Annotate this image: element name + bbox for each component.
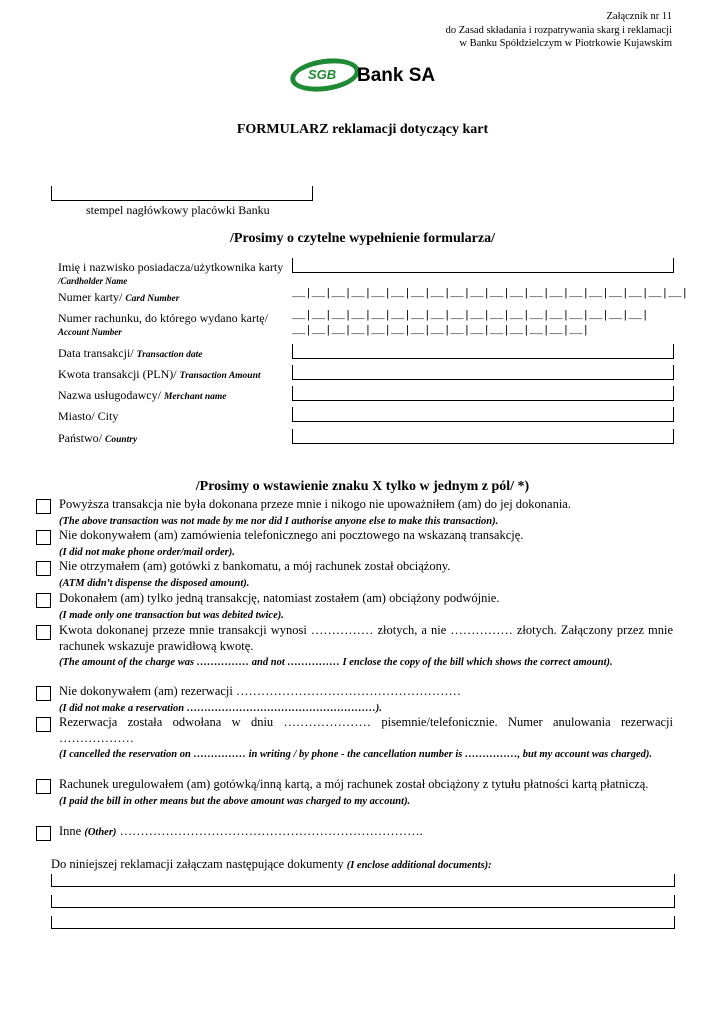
option-9: Inne (Other) ……………………………………………………………….	[36, 824, 673, 841]
option-5-checkbox[interactable]	[36, 625, 51, 640]
option-8-checkbox[interactable]	[36, 779, 51, 794]
option-2: Nie dokonywałem (am) zamówienia telefonicznego ani pocztowego na wskazaną transakcję. (I did not make phone order/mail order).	[36, 528, 673, 560]
option-6: Nie dokonywałem (am) rezerwacji ……………………………………………… (I did not make a reservation ………………………………………………).	[36, 684, 673, 716]
date-label: Data transakcji/ Transaction date	[58, 346, 203, 360]
option-7-checkbox[interactable]	[36, 717, 51, 732]
form-title: FORMULARZ reklamacji dotyczący kart	[236, 122, 489, 137]
option-4-checkbox[interactable]	[36, 593, 51, 608]
account-label: Numer rachunku, do którego wydano kartę/ Account Number	[58, 311, 268, 337]
option-4: Dokonałem (am) tylko jedną transakcję, natomiast zostałem (am) obciążony podwójnie. (I made only one transaction but was debited twice).	[36, 591, 673, 623]
merchant-input[interactable]	[292, 386, 674, 401]
date-input[interactable]	[292, 344, 674, 359]
amount-input[interactable]	[292, 365, 674, 380]
card-label: Numer karty/ Card Number	[58, 290, 180, 304]
logo-bank-text: Bank SA	[357, 65, 436, 86]
country-input[interactable]	[292, 429, 674, 444]
option-5: Kwota dokonanej przeze mnie transakcji wynosi …………… złotych, a nie …………… złotych. Załączony przez mnie rachunek wskazuje prawidłową kwotę. (The amount of the charge was …………… and not …………… I enclose the copy of the bill which shows the correct amount).	[36, 623, 673, 671]
legible-request: /Prosimy o czytelne wypełnienie formularza/	[230, 231, 495, 246]
card-number-input[interactable]: __|__|__|__|__|__|__|__|__|__|__|__|__|__|__|__|__|__|__|__|	[292, 288, 689, 300]
sgb-logo	[290, 57, 440, 95]
enclosure-input-3[interactable]	[51, 916, 675, 929]
holder-label: Imię i nazwisko posiadacza/użytkownika karty /Cardholder Name	[58, 260, 284, 286]
option-1-checkbox[interactable]	[36, 499, 51, 514]
city-input[interactable]	[292, 407, 674, 422]
account-number-input-row1[interactable]: __|__|__|__|__|__|__|__|__|__|__|__|__|__|__|__|__|__|	[292, 310, 649, 322]
enclosure-input-2[interactable]	[51, 895, 675, 908]
stamp-label: stempel nagłówkowy placówki Banku	[86, 203, 270, 217]
city-label: Miasto/ City	[58, 409, 119, 423]
enclosure-input-1[interactable]	[51, 874, 675, 887]
enclosure-label: Do niniejszej reklamacji załączam następujące dokumenty (I enclose additional documents):	[51, 857, 492, 871]
option-7: Rezerwacja została odwołana w dniu ………………… pisemnie/telefonicznie. Numer anulowania rezerwacji ……………… (I cancelled the reservation on …………… in writing / by phone - the cancellation number is ……………, but my account was charged).	[36, 715, 673, 763]
logo-sgb-text: SGB	[308, 67, 337, 82]
annex-number: Załącznik nr 11	[606, 11, 672, 22]
country-label: Państwo/ Country	[58, 431, 138, 445]
holder-input[interactable]	[292, 258, 674, 273]
option-9-checkbox[interactable]	[36, 826, 51, 841]
annex-line3: w Banku Spółdzielczym w Piotrkowie Kujawskim	[459, 38, 672, 49]
option-6-checkbox[interactable]	[36, 686, 51, 701]
option-1: Powyższa transakcja nie była dokonana przeze mnie i nikogo nie upoważniłem (am) do jej dokonania. (The above transaction was not made by me nor did I authorise anyone else to make this transaction).	[36, 497, 673, 529]
merchant-label: Nazwa usługodawcy/ Merchant name	[58, 388, 227, 402]
option-8: Rachunek uregulowałem (am) gotówką/inną kartą, a mój rachunek został obciążony z tytułu płatności kartą płatniczą. (I paid the bill in other means but the above amount was charged to my account).	[36, 777, 673, 809]
annex-header	[446, 10, 672, 51]
option-3-checkbox[interactable]	[36, 561, 51, 576]
stamp-field[interactable]	[51, 186, 313, 201]
mark-request: /Prosimy o wstawienie znaku X tylko w jednym z pól/ *)	[195, 479, 530, 494]
account-number-input-row2[interactable]: __|__|__|__|__|__|__|__|__|__|__|__|__|__|__|	[292, 325, 590, 337]
option-3: Nie otrzymałem (am) gotówki z bankomatu, a mój rachunek został obciążony. (ATM didn’t dispense the disposed amount).	[36, 559, 673, 591]
amount-label: Kwota transakcji (PLN)/ Transaction Amount	[58, 367, 261, 381]
option-2-checkbox[interactable]	[36, 530, 51, 545]
annex-line2: do Zasad składania i rozpatrywania skarg i reklamacji	[445, 24, 672, 36]
